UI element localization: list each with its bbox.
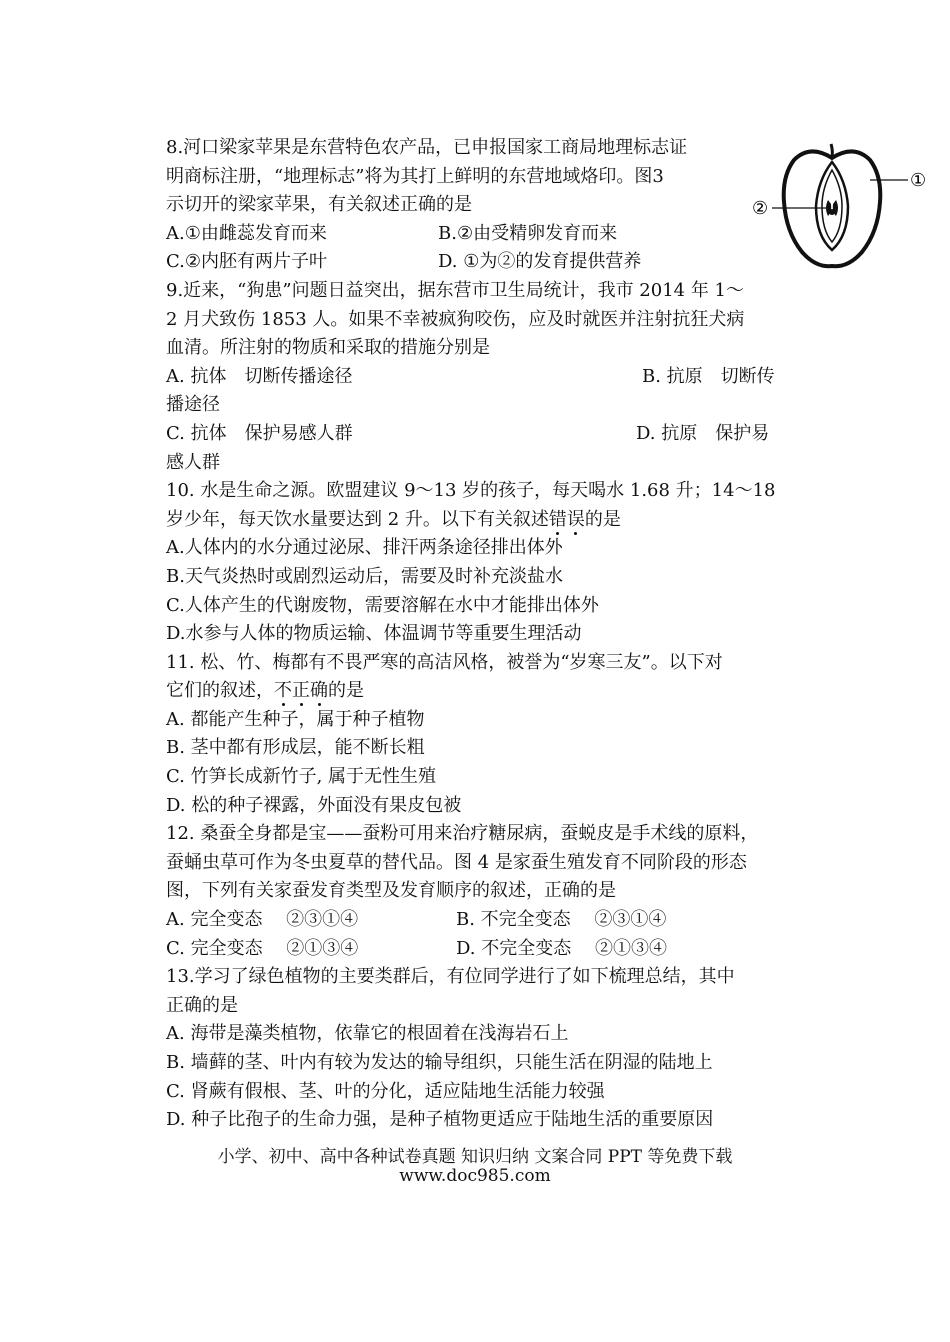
question-12-options-row xyxy=(166,906,786,935)
footer-line: 小学、初中、高中各种试卷真题 知识归纳 文案合同 PPT 等免费下载 xyxy=(217,1147,733,1167)
question-12-line: 12. 桑蚕全身都是宝——蚕粉可用来治疗糖尿病，蚕蜕皮是手术线的原料， xyxy=(166,823,759,845)
question-9-line: 血清。所注射的物质和采取的措施分别是 xyxy=(166,337,490,359)
seed-center xyxy=(829,209,835,215)
text: 岁少年，每天饮水量要达到 2 升。以下有关叙述 xyxy=(166,508,549,530)
option-b[interactable]: B.天气炎热时或剧烈运动后，需要及时补充淡盐水 xyxy=(166,565,563,587)
apple-section-figure xyxy=(752,140,937,280)
question-8-line: 明商标注册，“地理标志”将为其打上鲜明的东营地域烙印。图3 xyxy=(166,165,664,187)
question-13-line: 13.学习了绿色植物的主要类群后，有位同学进行了如下梳理总结，其中 xyxy=(166,966,735,988)
option-b[interactable]: B.②由受精卵发育而来 xyxy=(438,222,618,244)
option-b[interactable]: B. 墙藓的茎、叶内有较为发达的输导组织，只能生活在阴湿的陆地上 xyxy=(166,1052,713,1073)
question-11-line xyxy=(166,677,786,706)
option-a[interactable]: A. 完全变态 ②③①④ xyxy=(166,909,359,931)
option-d[interactable]: D.水参与人体的物质运输、体温调节等重要生理活动 xyxy=(166,623,582,645)
emphasis-char: 正 xyxy=(292,680,310,702)
option-d[interactable]: D. 不完全变态 ②①③④ xyxy=(456,937,667,959)
option-c[interactable]: C.人体产生的代谢废物，需要溶解在水中才能排出体外 xyxy=(166,594,599,616)
option-b[interactable]: B. 茎中都有形成层，能不断长粗 xyxy=(166,737,425,759)
question-10-line: 10. 水是生命之源。欧盟建议 9～13 岁的孩子，每天喝水 1.68 升；14～18 xyxy=(166,480,776,502)
option-a[interactable]: A. 都能产生种子，属于种子植物 xyxy=(166,708,425,730)
question-8-options-row xyxy=(166,248,786,277)
label-2: ② xyxy=(752,198,769,219)
text: 它们的叙述， xyxy=(166,680,274,702)
question-9-line: 9.近来，“狗患”问题日益突出，据东营市卫生局统计，我市 2014 年 1～ xyxy=(166,279,745,301)
emphasis-char: 误 xyxy=(566,508,585,530)
label-1: ① xyxy=(910,170,927,191)
question-10-line xyxy=(166,506,786,535)
option-d[interactable]: D. 松的种子裸露，外面没有果皮包被 xyxy=(166,794,462,816)
option-a[interactable]: A.①由雌蕊发育而来 xyxy=(166,222,327,244)
option-b[interactable]: B. 不完全变态 ②③①④ xyxy=(456,909,667,931)
option-c[interactable]: C. 肾蕨有假根、茎、叶的分化，适应陆地生活能力较强 xyxy=(166,1080,605,1102)
question-11-line: 11. 松、竹、梅都有不畏严寒的高洁风格，被誉为“岁寒三友”。以下对 xyxy=(166,651,723,673)
option-a[interactable]: A. 抗体 切断传播途径 xyxy=(166,365,353,387)
option-d-wrap: 感人群 xyxy=(166,451,220,473)
question-9-options-row xyxy=(166,420,786,449)
emphasis-char: 错 xyxy=(548,508,567,530)
option-d[interactable]: D. 抗原 保护易 xyxy=(636,422,770,444)
option-c[interactable]: C. 完全变态 ②①③④ xyxy=(166,937,359,959)
question-9-options-row xyxy=(166,363,786,392)
option-a[interactable]: A. 海带是藻类植物，依靠它的根固着在浅海岩石上 xyxy=(166,1023,569,1045)
emphasis-char: 不 xyxy=(274,680,292,702)
question-9-line: 2 月犬致伤 1853 人。如果不幸被疯狗咬伤，应及时就医并注射抗狂犬病 xyxy=(166,308,745,330)
question-12-options-row xyxy=(166,935,786,964)
question-8-options-row xyxy=(166,220,786,249)
question-13-line: 正确的是 xyxy=(166,994,238,1016)
option-c[interactable]: C.②内胚有两片子叶 xyxy=(166,251,327,273)
option-b-wrap: 播途径 xyxy=(166,394,220,416)
emphasis-char: 确 xyxy=(310,680,328,702)
option-c[interactable]: C. 竹笋长成新竹子, 属于无性生殖 xyxy=(166,766,437,788)
option-b[interactable]: B. 抗原 切断传 xyxy=(642,365,775,387)
footer-url[interactable]: www.doc985.com xyxy=(399,1166,551,1186)
text: 的是 xyxy=(584,508,621,530)
option-d[interactable]: D. ①为②的发育提供营养 xyxy=(438,251,642,273)
exam-page xyxy=(166,134,786,1135)
option-a[interactable]: A.人体内的水分通过泌尿、排汗两条途径排出体外 xyxy=(166,537,563,559)
question-8-line: 8.河口梁家苹果是东营特色农产品，已申报国家工商局地理标志证 xyxy=(166,137,688,158)
option-d[interactable]: D. 种子比孢子的生命力强，是种子植物更适应于陆地生活的重要原因 xyxy=(166,1109,714,1131)
text: 的是 xyxy=(328,680,364,702)
question-12-line: 蚕蛹虫草可作为冬虫夏草的替代品。图 4 是家蚕生殖发育不同阶段的形态 xyxy=(166,851,747,873)
option-c[interactable]: C. 抗体 保护易感人群 xyxy=(166,422,353,444)
question-12-line: 图，下列有关家蚕发育类型及发育顺序的叙述，正确的是 xyxy=(166,880,616,902)
question-8-line: 示切开的梁家苹果，有关叙述正确的是 xyxy=(166,194,472,216)
